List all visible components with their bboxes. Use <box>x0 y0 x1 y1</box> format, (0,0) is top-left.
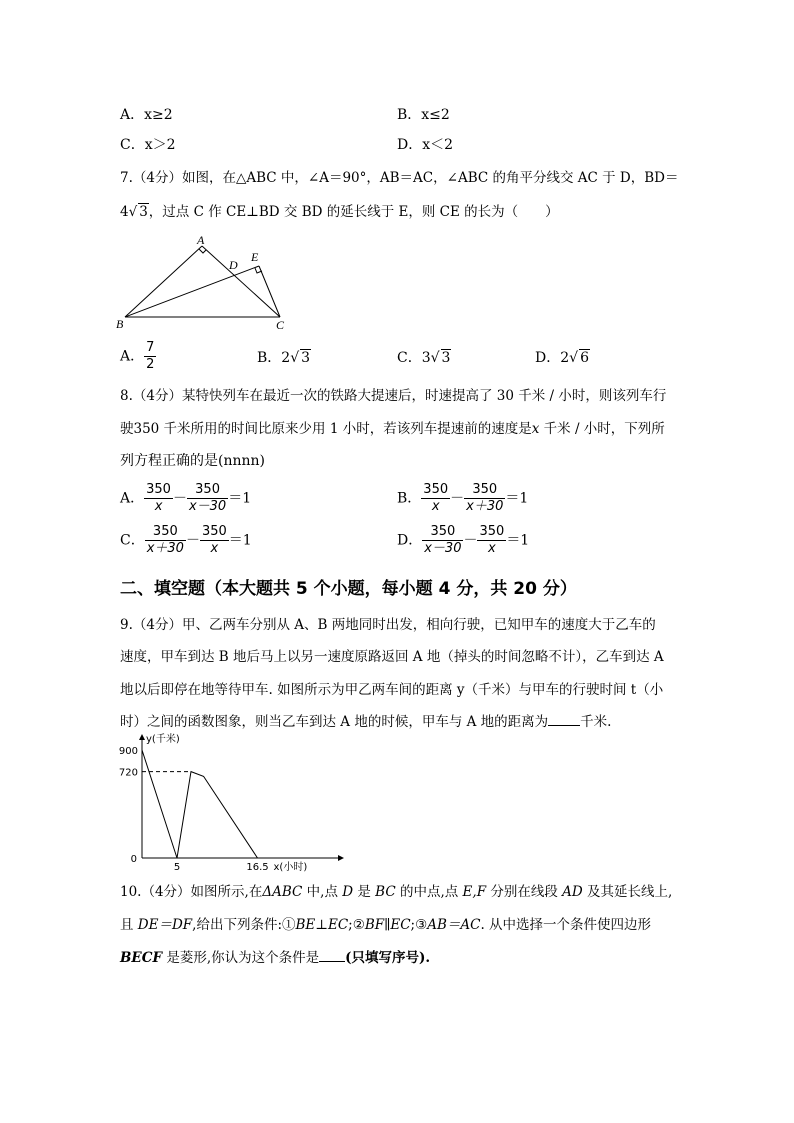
q7-option-a-fraction: $\frac{7}{2}$ <box>146 340 155 372</box>
x-axis-arrow <box>338 855 344 861</box>
x-tick-16-5: 16.5 <box>246 862 269 873</box>
q7-triangle-figure <box>115 232 300 332</box>
q10-stem-line1: 10.（4分）如图所示,在ΔABC 中,点 D 是 BC 的中点,点 E,F 分别在线段 AD 及其延长线上, <box>120 884 673 900</box>
q7-bd-coef: 4 <box>120 204 129 220</box>
q7-option-a: A． $\frac{7}{2}$ <box>120 340 155 372</box>
x-axis-label: x(小时) <box>273 862 308 873</box>
q6-option-a: A．x≥2 <box>120 107 173 123</box>
q8-option-c: C． $\frac{350}{x+30}$ － $\frac{350}{x}$ ＝1 <box>120 524 252 556</box>
segment-ba <box>125 246 202 317</box>
section2-title: 二、填空题（本大题共 5 个小题，每小题 4 分，共 20 分） <box>120 579 577 599</box>
q8-option-b: B． $\frac{350}{x}$ － $\frac{350}{x+30}$ ＝1 <box>397 482 529 514</box>
q6-option-b: B．x≤2 <box>397 107 450 123</box>
q9-distance-time-chart <box>110 730 370 875</box>
q10-stem-line2: 且 DE＝DF,给出下列条件:①BE⊥EC;②BF∥EC;③AB＝AC. 从中选择一个条件使四边形 <box>120 917 652 933</box>
q8-stem-line2: 驶350 千米所用的时间比原来少用 1 小时，若该列车提速前的速度是x 千米 / 小时，下列所 <box>120 421 665 437</box>
q6-option-d: D．x＜2 <box>397 137 454 153</box>
segment-be <box>125 266 259 317</box>
segment-ec <box>259 266 280 317</box>
label-d: D <box>229 258 238 272</box>
label-a: A <box>197 233 205 247</box>
label-e: E <box>251 250 259 264</box>
q7-option-c: C．3√ 3 <box>397 350 451 366</box>
y-axis-label: y(千米) <box>146 734 180 745</box>
q9-stem-line3: 地以后即停在地等待甲车. 如图所示为甲乙两车间的距离 y（千米）与甲车的行驶时间 t（小 <box>120 682 664 698</box>
q10-answer-blank <box>319 949 345 962</box>
q7-stem-rest: ，过点 C 作 CE⊥BD 交 BD 的延长线于 E，则 CE 的长为（ ） <box>148 204 559 220</box>
label-b: B <box>116 317 124 331</box>
q8-option-d: D． $\frac{350}{x-30}$ － $\frac{350}{x}$ ＝1 <box>397 524 530 556</box>
y-tick-900: 900 <box>118 746 138 757</box>
q6-option-c: C．x＞2 <box>120 137 176 153</box>
segment-ac <box>202 246 280 317</box>
distance-line <box>142 750 258 858</box>
label-c: C <box>276 318 285 332</box>
q9-stem-line2: 速度，甲车到达 B 地后马上以另一速度原路返回 A 地（掉头的时间忽略不计），乙车到达 A <box>120 649 664 665</box>
y-tick-720: 720 <box>118 767 138 779</box>
q7-bd-sqrt: √ 3 <box>128 204 148 220</box>
q8-stem-line1: 8.（4分）某特快列车在最近一次的铁路大提速后，时速提高了 30 千米 / 小时，则该列车行 <box>120 388 667 404</box>
x-tick-5: 5 <box>173 862 181 873</box>
q7-option-d: D．2√ 6 <box>535 350 589 366</box>
q10-stem-line3: BECF 是菱形,你认为这个条件是 (只填写序号). <box>120 950 431 966</box>
q7-stem-line1: 7.（4分）如图，在△ABC 中，∠A＝90°，AB＝AC，∠ABC 的角平分线交 AC 于 D，BD＝ <box>120 170 679 186</box>
right-angle-a <box>199 249 206 253</box>
q9-stem-line4: 时）之间的函数图象，则当乙车到达 A 地的时候，甲车与 A 地的距离为 千米. <box>120 714 612 730</box>
q7-stem-line2 <box>120 200 559 220</box>
y-axis-arrow <box>139 734 145 740</box>
q9-answer-blank <box>548 713 580 726</box>
origin-label: 0 <box>130 854 137 865</box>
q8-stem-line3: 列方程正确的是(nnnn) <box>120 453 265 469</box>
q9-stem-line1: 9.（4分）甲、乙两车分别从 A、B 两地同时出发，相向行驶，已知甲车的速度大于乙车的 <box>120 617 656 633</box>
q8-option-a: A． $\frac{350}{x}$ － $\frac{350}{x-30}$ ＝1 <box>120 482 252 514</box>
q7-option-b: B．2√ 3 <box>257 350 311 366</box>
